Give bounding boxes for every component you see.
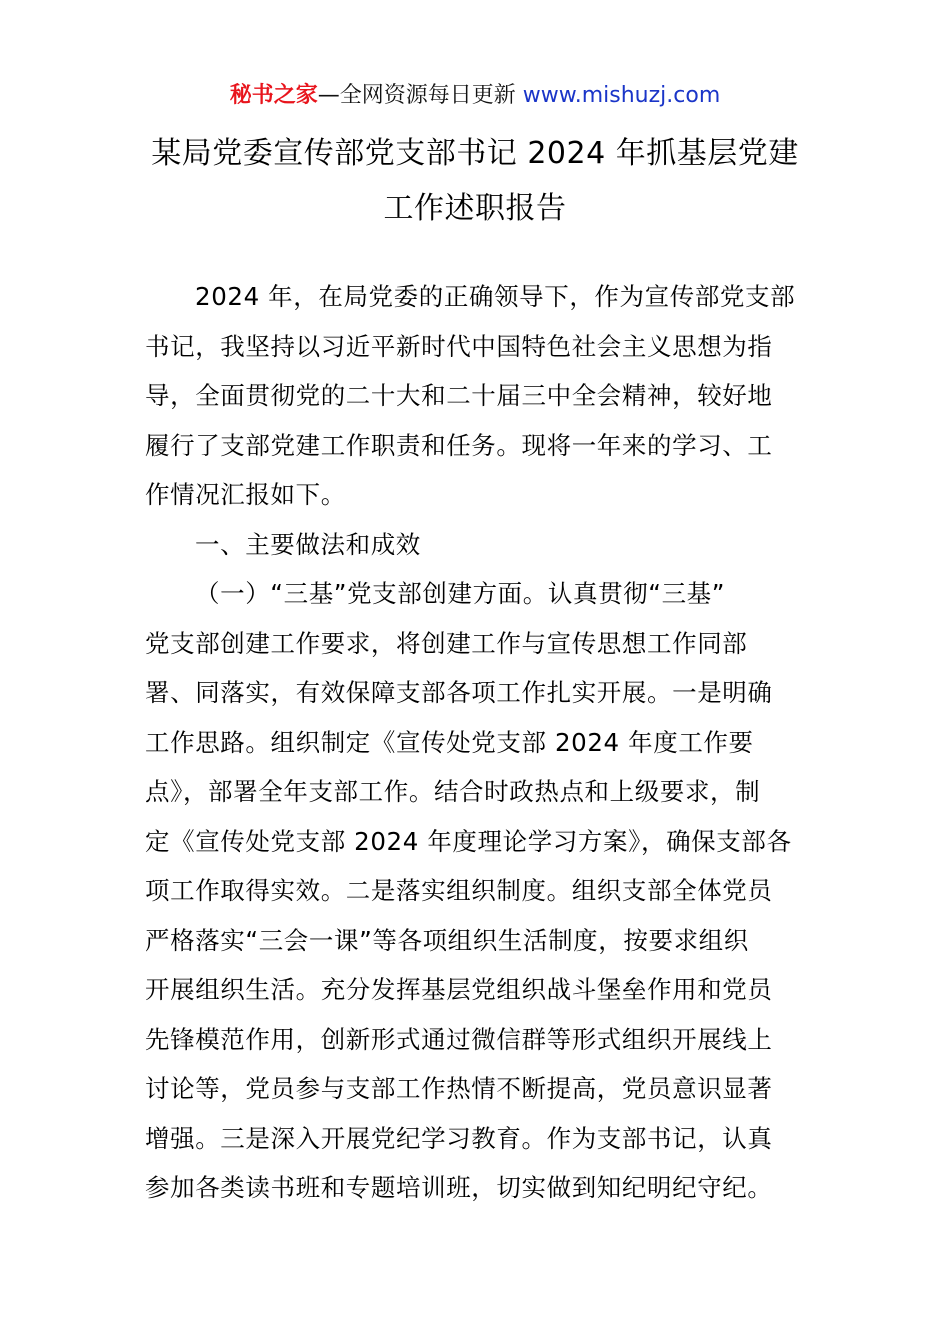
paragraph-line: 2024 年，在局党委的正确领导下，作为宣传部党支部	[195, 282, 796, 311]
paragraph-line: 严格落实“三会一课”等各项组织生活制度，按要求组织	[145, 925, 749, 955]
document-title	[125, 126, 825, 236]
paragraph-line: 书记，我坚持以习近平新时代中国特色社会主义思想为指	[145, 331, 773, 361]
paragraph-line: 导，全面贯彻党的二十大和二十届三中全会精神，较好地	[145, 381, 773, 410]
paragraph-line: 讨论等，党员参与支部工作热情不断提高，党员意识显著	[145, 1074, 773, 1103]
paragraph-line: （一）“三基”党支部创建方面。认真贯彻“三基”	[195, 579, 726, 608]
paragraph-line: 工作思路。组织制定《宣传处党支部 2024 年度工作要	[145, 727, 754, 757]
paragraph-line: 增强。三是深入开展党纪学习教育。作为支部书记，认真	[145, 1123, 773, 1153]
document-body	[145, 272, 810, 1213]
paragraph-line: 项工作取得实效。二是落实组织制度。组织支部全体党员	[145, 876, 773, 905]
site-url-link[interactable]: www.mishuzj.com	[522, 83, 721, 108]
brand-name: 秘书之家	[229, 83, 318, 108]
header-tagline: —全网资源每日更新	[317, 83, 523, 108]
paragraph-line: 定《宣传处党支部 2024 年度理论学习方案》，确保支部各	[145, 826, 792, 856]
paragraph-line: 先锋模范作用，创新形式通过微信群等形式组织开展线上	[145, 1024, 773, 1054]
title-line: 某局党委宣传部党支部书记 2024 年抓基层党建	[151, 136, 799, 171]
paragraph-line: 开展组织生活。充分发挥基层党组织战斗堡垒作用和党员	[145, 975, 773, 1004]
section-heading: 一、主要做法和成效	[195, 529, 421, 559]
paragraph-line: 点》，部署全年支部工作。结合时政热点和上级要求，制	[145, 777, 761, 806]
paragraph-line: 党支部创建工作要求，将创建工作与宣传思想工作同部	[145, 628, 748, 658]
paragraph-line: 参加各类读书班和专题培训班，切实做到知纪明纪守纪。	[145, 1173, 773, 1202]
paragraph-line: 署、同落实，有效保障支部各项工作扎实开展。一是明确	[145, 678, 773, 707]
title-line: 工作述职报告	[383, 191, 567, 226]
paragraph-line: 作情况汇报如下。	[145, 480, 346, 509]
paragraph-line: 履行了支部党建工作职责和任务。现将一年来的学习、工	[145, 430, 773, 460]
site-header	[0, 80, 950, 112]
